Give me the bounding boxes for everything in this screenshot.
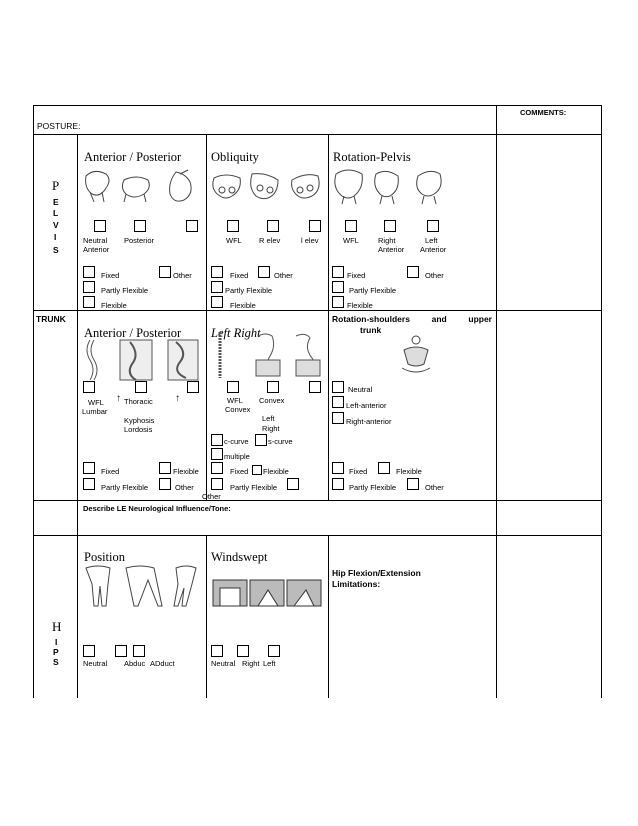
trunk-lr-option-convex: Convex [225, 405, 251, 414]
hips-windswept-illustration [212, 578, 324, 608]
trunk-rotation-option-right-anterior: Right-anterior [346, 417, 392, 426]
hips-position-option-abduc: Abduc [124, 659, 146, 668]
pelvis-obliquity-partly-checkbox[interactable] [211, 281, 223, 293]
pelvis-obliquity-flexible-label: Flexible [230, 301, 256, 310]
trunk-lr-other-checkbox[interactable] [287, 478, 299, 490]
pelvis-rotation-illustration [332, 166, 452, 206]
trunk-ap-flexible-checkbox[interactable] [159, 462, 171, 474]
trunk-side-label: TRUNK [36, 314, 66, 324]
trunk-ap-option-lordosis: Lordosis [124, 425, 153, 434]
pelvis-obliquity-option-lelev: l elev [301, 236, 319, 245]
hips-windswept-title: Windswept [211, 550, 268, 564]
comments-label: COMMENTS: [520, 108, 567, 117]
pelvis-rotation-option-left: Left [425, 236, 438, 245]
trunk-ap-other-label: Other [175, 483, 194, 492]
trunk-ap-title: Anterior / Posterior [84, 326, 182, 340]
trunk-lr-scurve-label: s-curve [268, 437, 293, 446]
trunk-ap-partly-label: Partly Flexible [101, 483, 149, 492]
pelvis-obliquity-other-checkbox[interactable] [258, 266, 270, 278]
pelvis-rotation-option-anterior-2: Anterior [420, 245, 447, 254]
trunk-ap-fixed-label: Fixed [101, 467, 120, 476]
hips-position-illustration [82, 564, 200, 608]
trunk-rotation-left-anterior-checkbox[interactable] [332, 396, 344, 408]
trunk-rotation-title-2: trunk [360, 325, 382, 335]
trunk-lr-fixed-label: Fixed [230, 467, 249, 476]
hips-position-option-neutral: Neutral [83, 659, 108, 668]
trunk-lr-fixed-checkbox[interactable] [211, 462, 223, 474]
trunk-lr-flexible-checkbox[interactable] [252, 465, 262, 475]
hip-limitations-label: Limitations: [332, 579, 381, 589]
pelvis-obliquity-option-wfl: WFL [226, 236, 242, 245]
hips-position-title: Position [84, 550, 125, 564]
pelvis-ap-posterior-checkbox[interactable] [134, 220, 146, 232]
pelvis-obliquity-flexible-checkbox[interactable] [211, 296, 223, 308]
pelvis-obliquity-option-relev: R elev [259, 236, 281, 245]
trunk-rotation-flexible-label: Flexible [396, 467, 422, 476]
trunk-rotation-partly-label: Partly Flexible [349, 483, 397, 492]
trunk-ap-option-thoracic: Thoracic [124, 397, 153, 406]
pelvis-rotation-flexible-checkbox[interactable] [332, 296, 344, 308]
pelvis-obliquity-partly-label: Partly Flexible [225, 286, 273, 295]
trunk-lr-multiple-checkbox[interactable] [211, 448, 223, 460]
trunk-lr-right-checkbox[interactable] [309, 381, 321, 393]
trunk-ap-partly-checkbox[interactable] [83, 478, 95, 490]
trunk-lr-left-checkbox[interactable] [267, 381, 279, 393]
hips-windswept-option-right: Right [242, 659, 260, 668]
pelvis-obliquity-fixed-label: Fixed [230, 271, 249, 280]
trunk-lr-option-left: Left [262, 414, 275, 423]
trunk-lr-partly-label: Partly Flexible [230, 483, 278, 492]
trunk-lr-option-wfl: WFL [227, 396, 243, 405]
trunk-rotation-other-checkbox[interactable] [407, 478, 419, 490]
posture-label: POSTURE: [37, 121, 81, 131]
up-arrow-icon: ↑ [175, 393, 180, 404]
trunk-rotation-flexible-checkbox[interactable] [378, 462, 390, 474]
trunk-lr-ccurve-checkbox[interactable] [211, 434, 223, 446]
hip-flexion-label: Hip Flexion/Extension [332, 568, 421, 578]
pelvis-ap-anterior-checkbox[interactable] [186, 220, 198, 232]
neuro-label: Describe LE Neurological Influence/Tone: [83, 504, 231, 513]
trunk-lr-other-label: Other [202, 492, 221, 501]
pelvis-rotation-option-wfl: WFL [343, 236, 359, 245]
pelvis-ap-illustration [80, 166, 205, 206]
pelvis-obliquity-fixed-checkbox[interactable] [211, 266, 223, 278]
pelvis-ap-option-posterior: Posterior [124, 236, 155, 245]
hips-windswept-left-checkbox[interactable] [268, 645, 280, 657]
trunk-rotation-illustration [398, 334, 434, 374]
pelvis-rotation-right-checkbox[interactable] [384, 220, 396, 232]
trunk-ap-illustration [80, 338, 202, 382]
trunk-lr-flexible-label: Flexible [263, 467, 289, 476]
pelvis-rotation-title: Rotation-Pelvis [333, 150, 411, 164]
hips-windswept-option-neutral: Neutral [211, 659, 236, 668]
trunk-ap-option-wfl: WFL [88, 398, 104, 407]
pelvis-ap-title: Anterior / Posterior [84, 150, 182, 164]
hips-position-abduc-checkbox[interactable] [115, 645, 127, 657]
trunk-rotation-fixed-label: Fixed [349, 467, 368, 476]
pelvis-obliquity-lelev-checkbox[interactable] [309, 220, 321, 232]
pelvis-ap-option-anterior: Anterior [83, 245, 110, 254]
trunk-lr-option-convex-2: Convex [259, 396, 285, 405]
hips-windswept-right-checkbox[interactable] [237, 645, 249, 657]
pelvis-ap-flexible-checkbox[interactable] [83, 296, 95, 308]
trunk-lr-title: Left Right [211, 326, 261, 340]
pelvis-rotation-partly-label: Partly Flexible [349, 286, 397, 295]
pelvis-ap-flexible-label: Flexible [101, 301, 127, 310]
pelvis-rotation-option-right: Right [378, 236, 396, 245]
trunk-ap-option-kyphosis: Kyphosis [124, 416, 155, 425]
trunk-lr-option-right: Right [262, 424, 280, 433]
trunk-rotation-fixed-checkbox[interactable] [332, 462, 344, 474]
pelvis-ap-other-checkbox[interactable] [159, 266, 171, 278]
pelvis-ap-neutral-checkbox[interactable] [94, 220, 106, 232]
trunk-lr-multiple-label: multiple [224, 452, 250, 461]
hips-position-neutral-checkbox[interactable] [83, 645, 95, 657]
trunk-ap-thoracic-checkbox[interactable] [135, 381, 147, 393]
pelvis-ap-partly-checkbox[interactable] [83, 281, 95, 293]
pelvis-ap-fixed-label: Fixed [101, 271, 120, 280]
pelvis-obliquity-title: Obliquity [211, 150, 259, 164]
trunk-ap-flexible-label: Flexible [173, 467, 199, 476]
pelvis-ap-partly-label: Partly Flexible [101, 286, 149, 295]
trunk-lr-illustration [210, 330, 325, 380]
trunk-rotation-title: Rotation-shoulders and upper [332, 314, 492, 324]
trunk-lr-wfl-checkbox[interactable] [227, 381, 239, 393]
up-arrow-icon: ↑ [116, 393, 121, 404]
trunk-lr-partly-checkbox[interactable] [211, 478, 223, 490]
pelvis-rotation-flexible-label: Flexible [347, 301, 373, 310]
trunk-ap-other-checkbox[interactable] [159, 478, 171, 490]
hips-windswept-neutral-checkbox[interactable] [211, 645, 223, 657]
trunk-ap-lordosis-checkbox[interactable] [187, 381, 199, 393]
pelvis-rotation-left-checkbox[interactable] [427, 220, 439, 232]
pelvis-ap-fixed-checkbox[interactable] [83, 266, 95, 278]
trunk-rotation-option-left-anterior: Left-anterior [346, 401, 387, 410]
trunk-rotation-neutral-checkbox[interactable] [332, 381, 344, 393]
trunk-rotation-partly-checkbox[interactable] [332, 478, 344, 490]
pelvis-rotation-other-label: Other [425, 271, 444, 280]
pelvis-rotation-wfl-checkbox[interactable] [345, 220, 357, 232]
trunk-ap-fixed-checkbox[interactable] [83, 462, 95, 474]
trunk-ap-wfl-checkbox[interactable] [83, 381, 95, 393]
trunk-rotation-right-anterior-checkbox[interactable] [332, 412, 344, 424]
pelvis-rotation-option-anterior: Anterior [378, 245, 405, 254]
trunk-rotation-other-label: Other [425, 483, 444, 492]
pelvis-rotation-fixed-label: Fixed [347, 271, 366, 280]
trunk-lr-ccurve-label: c-curve [224, 437, 249, 446]
pelvis-obliquity-illustration [210, 168, 328, 204]
hips-position-option-adduct: ADduct [150, 659, 175, 668]
pelvis-obliquity-other-label: Other [274, 271, 293, 280]
hips-position-adduct-checkbox[interactable] [133, 645, 145, 657]
trunk-ap-option-lumbar: Lumbar [82, 407, 108, 416]
trunk-lr-scurve-checkbox[interactable] [255, 434, 267, 446]
pelvis-ap-option-neutral: Neutral [83, 236, 108, 245]
pelvis-rotation-partly-checkbox[interactable] [332, 281, 344, 293]
pelvis-obliquity-relev-checkbox[interactable] [267, 220, 279, 232]
pelvis-rotation-other-checkbox[interactable] [407, 266, 419, 278]
pelvis-ap-other-label: Other [173, 271, 192, 280]
pelvis-rotation-fixed-checkbox[interactable] [332, 266, 344, 278]
hips-windswept-option-left: Left [263, 659, 276, 668]
pelvis-obliquity-wfl-checkbox[interactable] [227, 220, 239, 232]
trunk-rotation-option-neutral: Neutral [348, 385, 373, 394]
